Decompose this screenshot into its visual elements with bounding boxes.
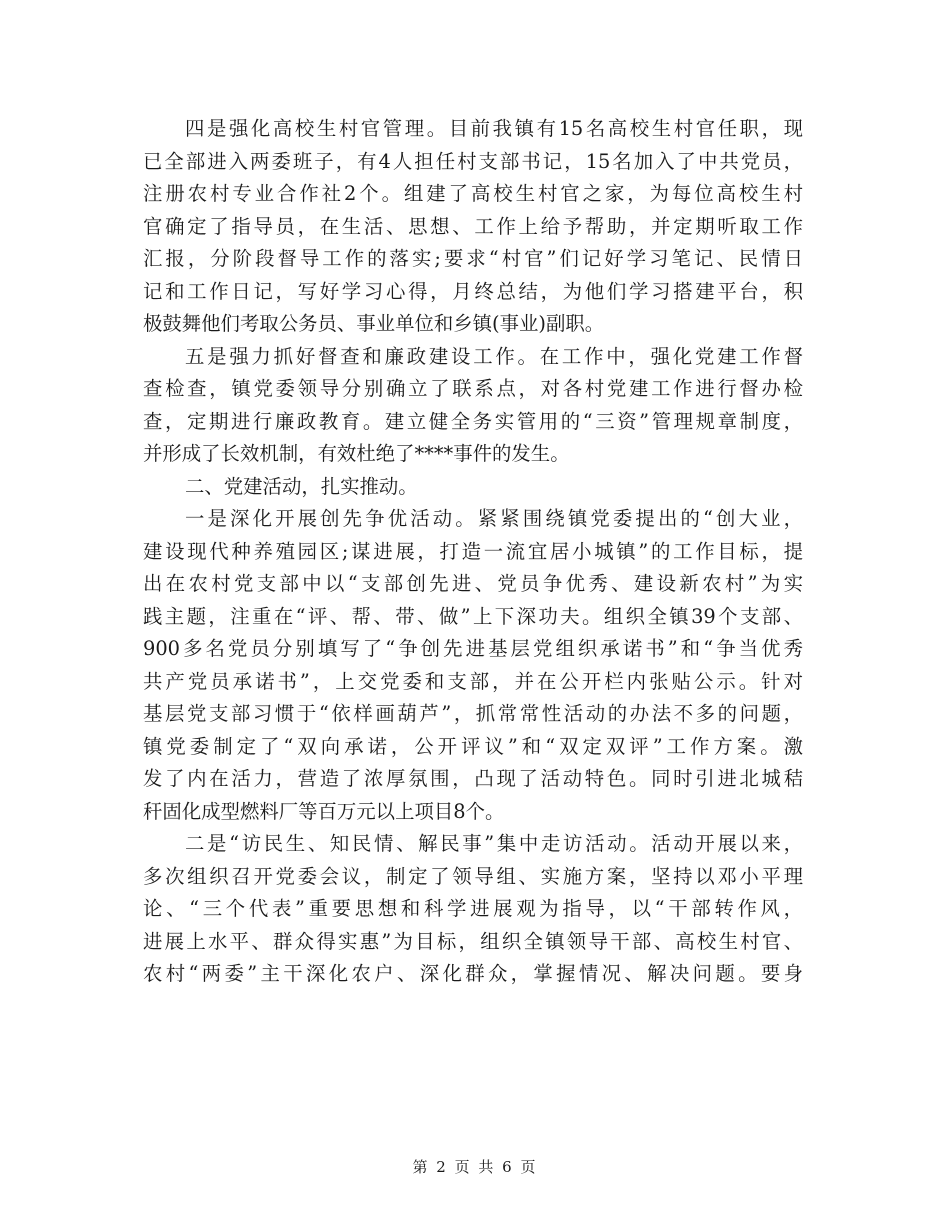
text-line: 秆固化成型燃料厂等百万元以上项目8个。 (143, 799, 505, 823)
text-line: 农村“两委”主干深化农户、深化群众，掌握情况、解决问题。要身 (143, 962, 803, 985)
text-line: 记和工作日记，写好学习心得，月终总结，为他们学习搭建平台，积 (143, 279, 803, 303)
text-line: 发了内在活力，营造了浓厚氛围，凸现了活动特色。同时引进北城秸 (143, 767, 803, 790)
text-line: 汇报，分阶段督导工作的落实;要求“村官”们记好学习笔记、民情日 (143, 247, 803, 270)
text-line: 建设现代种养殖园区;谋进展，打造一流宜居小城镇”的工作目标，提 (143, 539, 803, 563)
text-line: 四是强化高校生村官管理。目前我镇有15名高校生村官任职，现 (185, 117, 803, 140)
page-footer: 第 2 页 共 6 页 (412, 1158, 538, 1176)
text-line: 二、党建活动，扎实推动。 (185, 474, 418, 498)
text-line: 查，定期进行廉政教育。建立健全务实管用的“三资”管理规章制度， (143, 409, 803, 433)
text-line: 一是深化开展创先争优活动。紧紧围绕镇党委提出的“创大业， (185, 507, 803, 530)
document-body (143, 113, 803, 991)
text-line: 已全部进入两委班子，有4人担任村支部书记，15名加入了中共党员， (143, 149, 803, 173)
text-line: 进展上水平、群众得实惠”为目标，组织全镇领导干部、高校生村官、 (143, 929, 803, 953)
text-line: 注册农村专业合作社2个。组建了高校生村官之家，为每位高校生村 (143, 182, 803, 205)
text-line: 践主题，注重在“评、帮、带、做”上下深功夫。组织全镇39个支部、 (143, 604, 803, 628)
text-line: 五是强力抓好督查和廉政建设工作。在工作中，强化党建工作督 (185, 344, 803, 368)
text-line: 900多名党员分别填写了“争创先进基层党组织承诺书”和“争当优秀 (143, 637, 803, 660)
text-line: 基层党支部习惯于“依样画葫芦”，抓常常性活动的办法不多的问题， (143, 702, 803, 725)
text-line: 共产党员承诺书”，上交党委和支部，并在公开栏内张贴公示。针对 (143, 669, 803, 693)
text-line: 出在农村党支部中以“支部创先进、党员争优秀、建设新农村”为实 (143, 572, 803, 595)
text-line: 二是“访民生、知民情、解民事”集中走访活动。活动开展以来， (185, 832, 803, 855)
text-line: 镇党委制定了“双向承诺，公开评议”和“双定双评”工作方案。激 (143, 734, 803, 758)
text-line: 并形成了长效机制，有效杜绝了****事件的发生。 (143, 442, 570, 465)
text-line: 极鼓舞他们考取公务员、事业单位和乡镇(事业)副职。 (143, 312, 605, 335)
text-line: 查检查，镇党委领导分别确立了联系点，对各村党建工作进行督办检 (143, 377, 803, 400)
text-line: 官确定了指导员，在生活、思想、工作上给予帮助，并定期听取工作 (143, 214, 803, 238)
text-line: 多次组织召开党委会议，制定了领导组、实施方案，坚持以邓小平理 (143, 864, 803, 888)
text-line: 论、“三个代表”重要思想和科学进展观为指导，以“干部转作风， (143, 897, 803, 920)
